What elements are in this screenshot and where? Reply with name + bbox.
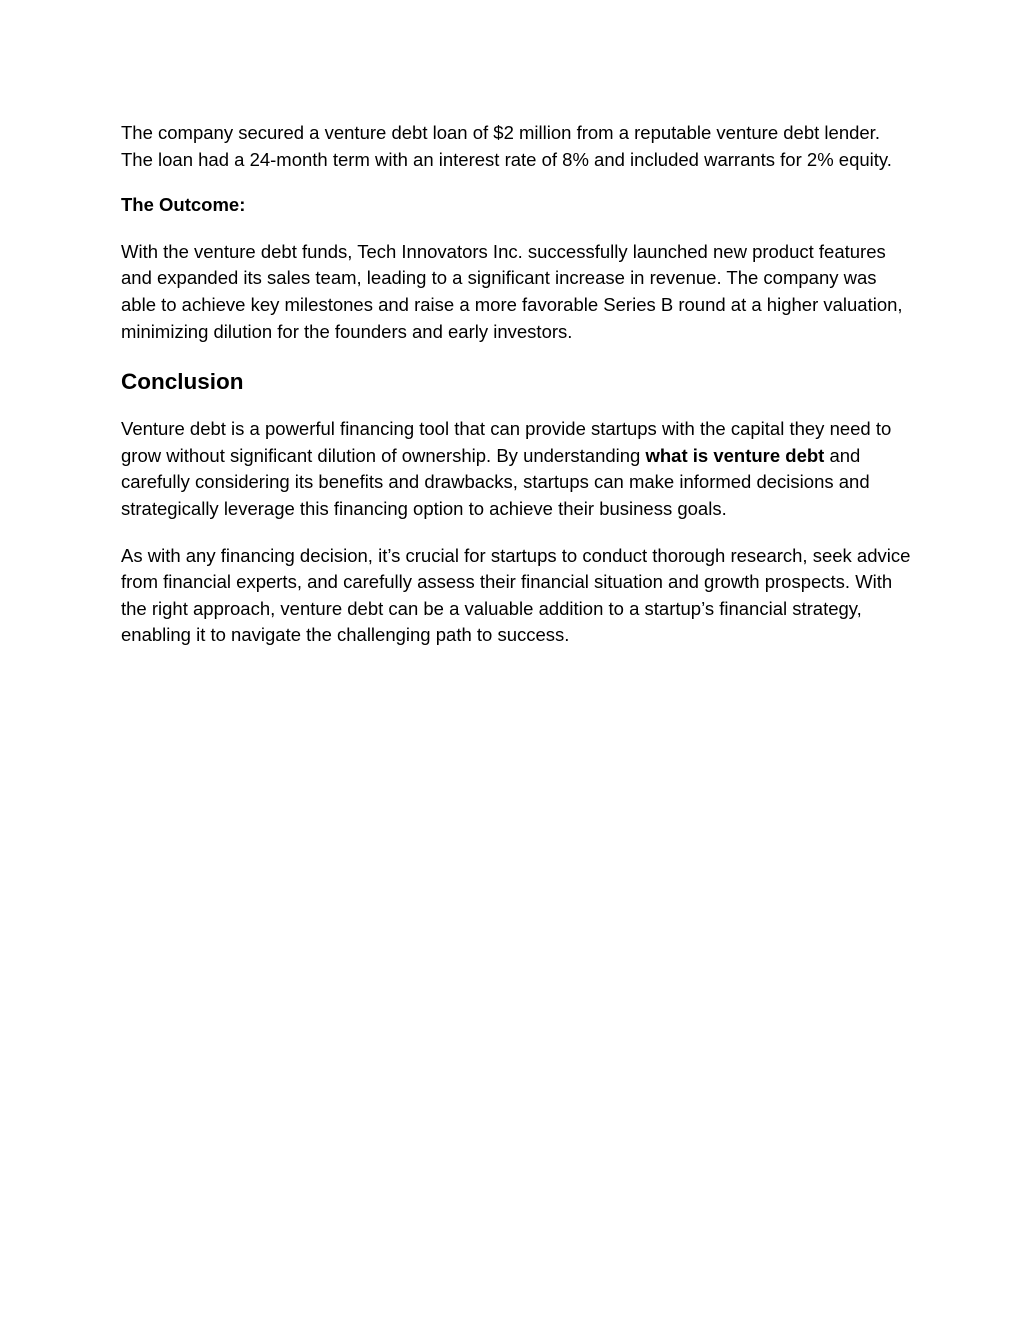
conclusion-text-end: and carefully considering its benefits and drawbacks, startups can make informed decisions and strategically leverage this financing option to achieve their business goals. [121, 444, 870, 519]
conclusion-keyword: what is venture debt [645, 444, 825, 466]
final-paragraph: As with any financing decision, it’s crucial for startups to conduct thorough research, seek advice from financial experts, and carefully assess their financial situation and growth prospects. With the right approach, venture debt can be a valuable addition to a startup’s financial strategy, enabling it to navigate the challenging path to success. [121, 544, 911, 646]
conclusion-heading: Conclusion [121, 369, 244, 395]
conclusion-text-start: Venture debt is a powerful financing tool that can provide startups with the capital they need to grow without significant dilution of ownership. By understanding [121, 418, 892, 466]
outcome-paragraph: With the venture debt funds, Tech Innovators Inc. successfully launched new product features and expanded its sales team, leading to a significant increase in revenue. The company was able to achieve key milestones and raise a more favorable Series B round at a higher valuation, minimizing dilution for the founders and early investors. [121, 240, 903, 342]
loan-paragraph: The company secured a venture debt loan of $2 million from a reputable venture debt lender. The loan had a 24-month term with an interest rate of 8% and included warrants for 2% equity. [121, 122, 892, 170]
conclusion-paragraph [121, 416, 911, 522]
outcome-heading: The Outcome: [121, 194, 246, 216]
document-page [121, 120, 911, 649]
